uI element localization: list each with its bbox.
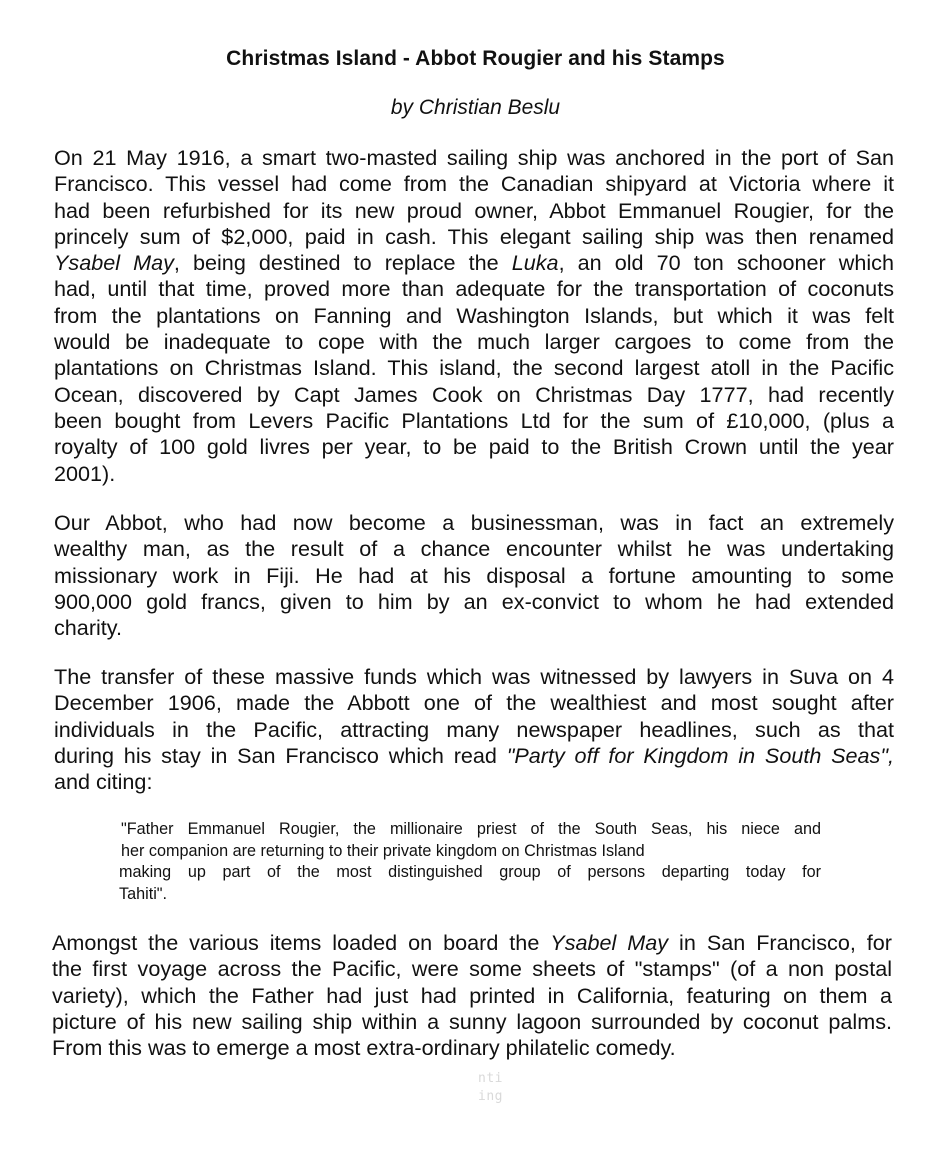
- paragraph-line: [54, 461, 894, 487]
- document-title: Christmas Island - Abbot Rougier and his Stamps: [226, 47, 725, 70]
- text-run: On 21 May 1916, a smart two-masted sailing ship was anchored in the port of San: [54, 145, 894, 170]
- paragraph-line: [54, 171, 894, 197]
- paragraph-line: [52, 956, 892, 982]
- paragraph-line: [52, 1009, 892, 1035]
- text-run: picture of his new sailing ship within a sunny lagoon surrounded by coconut palms.: [52, 1008, 892, 1034]
- newspaper-quote: [121, 819, 821, 905]
- text-run: would be inadequate to cope with the much larger cargoes to come from the: [54, 329, 894, 355]
- text-run: , being destined to replace the: [173, 250, 512, 276]
- text-run: individuals in the Pacific, attracting many newspaper headlines, such as that: [54, 716, 894, 742]
- paragraph-2: [54, 510, 894, 641]
- quote-line: her companion are returning to their private kingdom on Christmas Island: [121, 841, 645, 860]
- text-run: , an old 70 ton schooner which: [558, 250, 894, 276]
- paragraph-line: [54, 664, 894, 690]
- paragraph-line: [54, 589, 894, 615]
- paragraph-line: [54, 510, 894, 536]
- quote-line: making up part of the most distinguished group of persons departing today for: [119, 863, 821, 881]
- text-run: Amongst the various items loaded on board the: [52, 930, 551, 955]
- text-run: had been refurbished for its new proud owner, Abbot Emmanuel Rougier, for the: [54, 197, 894, 223]
- paragraph-line: [54, 355, 894, 381]
- paragraph-line: [54, 563, 894, 589]
- paragraph-3: [54, 664, 894, 795]
- text-run: charity.: [54, 615, 122, 641]
- text-run: had, until that time, proved more than adequate for the transportation of coconuts: [54, 276, 894, 302]
- paragraph-1: [54, 145, 894, 487]
- paragraph-line: [54, 434, 894, 460]
- text-run: Our Abbot, who had now become a businessman, was in fact an extremely: [54, 510, 894, 535]
- text-run: 2001).: [54, 460, 116, 486]
- text-run: wealthy man, as the result of a chance encounter whilst he was undertaking: [54, 536, 894, 562]
- text-run: December 1906, made the Abbott one of the wealthiest and most sought after: [54, 690, 894, 716]
- paragraph-line: [52, 930, 892, 956]
- text-run: Ocean, discovered by Capt James Cook on Christmas Day 1777, had recently: [54, 381, 894, 407]
- paragraph-line: [54, 329, 894, 355]
- paragraph-line: [54, 198, 894, 224]
- text-run: the first voyage across the Pacific, were some sheets of "stamps" (of a non postal: [52, 956, 892, 982]
- paragraph-line: [54, 382, 894, 408]
- text-run: royalty of 100 gold livres per year, to be paid to the British Crown until the year: [54, 434, 894, 460]
- bleed-through-line: ing: [478, 1089, 503, 1104]
- author-byline: by Christian Beslu: [390, 96, 561, 119]
- paragraph-line: [54, 743, 894, 769]
- paragraph-line: [54, 303, 894, 329]
- text-run: variety), which the Father had just had printed in California, featuring on them a: [52, 982, 892, 1008]
- paragraph-line: [54, 145, 894, 171]
- italic-text: "Party off for Kingdom in South Seas",: [506, 742, 895, 768]
- paragraph-line: [54, 717, 894, 743]
- paragraph-line: [54, 408, 894, 434]
- italic-text: Ysabel May: [550, 930, 669, 955]
- paragraph-line: [54, 224, 894, 250]
- paragraph-line: [54, 536, 894, 562]
- bleed-through-text: [478, 1070, 503, 1106]
- text-run: and citing:: [54, 769, 153, 795]
- italic-text: Ysabel May: [54, 250, 174, 276]
- quote-line: "Father Emmanuel Rougier, the millionaire priest of the South Seas, his niece and: [121, 820, 821, 838]
- text-run: during his stay in San Francisco which read: [54, 742, 507, 768]
- paragraph-4: [52, 930, 892, 1061]
- text-run: princely sum of $2,000, paid in cash. This elegant sailing ship was then renamed: [54, 223, 894, 249]
- text-run: The transfer of these massive funds which was witnessed by lawyers in Suva on 4: [54, 664, 894, 689]
- italic-text: Luka: [511, 250, 559, 276]
- text-run: Francisco. This vessel had come from the Canadian shipyard at Victoria where it: [54, 171, 894, 197]
- paragraph-line: [54, 276, 894, 302]
- paragraph-line: [54, 769, 894, 795]
- bleed-through-line: nti: [478, 1071, 503, 1086]
- paragraph-line: [54, 690, 894, 716]
- text-run: plantations on Christmas Island. This island, the second largest atoll in the Pacific: [54, 355, 894, 381]
- text-run: missionary work in Fiji. He had at his disposal a fortune amounting to some: [54, 562, 894, 588]
- text-run: From this was to emerge a most extra-ordinary philatelic comedy.: [52, 1035, 676, 1061]
- paragraph-line: [54, 615, 894, 641]
- text-run: 900,000 gold francs, given to him by an ex-convict to whom he had extended: [54, 588, 894, 614]
- text-run: in San Francisco, for: [668, 930, 892, 955]
- paragraph-line: [54, 250, 894, 276]
- quote-line: Tahiti".: [119, 884, 168, 903]
- text-run: from the plantations on Fanning and Washington Islands, but which it was felt: [54, 302, 894, 328]
- paragraph-line: [52, 1035, 892, 1061]
- paragraph-line: [52, 983, 892, 1009]
- text-run: been bought from Levers Pacific Plantations Ltd for the sum of £10,000, (plus a: [54, 407, 894, 433]
